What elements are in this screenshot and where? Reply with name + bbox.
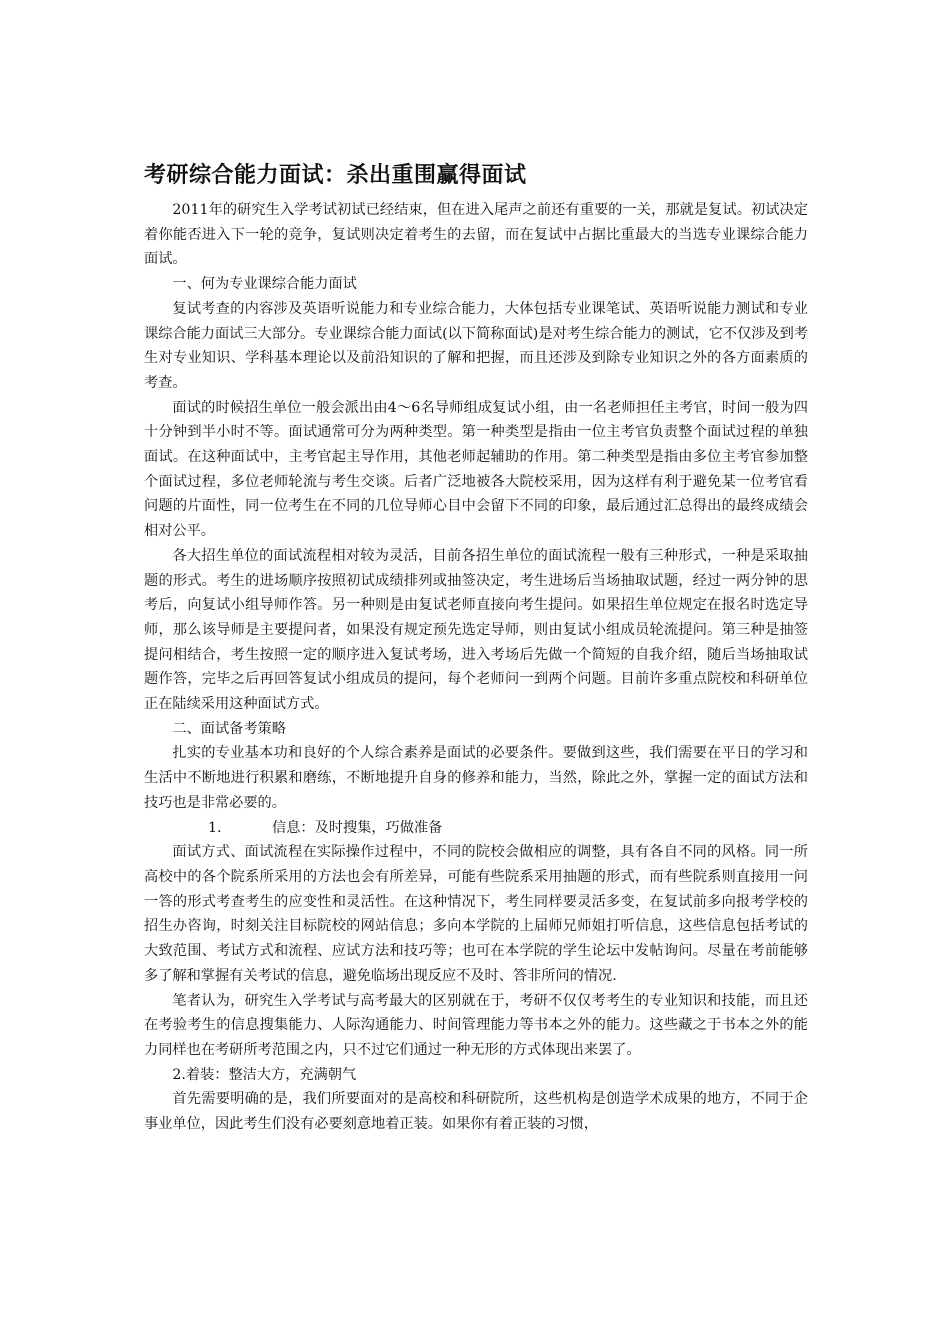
paragraph-retest-content: 复试考查的内容涉及英语听说能力和专业综合能力，大体包括专业课笔试、英语听说能力测试和专业课综合能力面试三大部分。专业课综合能力面试(以下简称面试)是对考生综合能力的测试，它不仅涉及到考生对专业知识、学科基本理论以及前沿知识的了解和把握，而且还涉及到除专业知识之外的各方面素质的考查。	[144, 300, 808, 391]
paragraph-interview-process: 各大招生单位的面试流程相对较为灵活，目前各招生单位的面试流程一般有三种形式，一种是采取抽题的形式。考生的进场顺序按照初试成绩排列或抽签决定，考生进场后当场抽取试题，经过一两分钟的思考后，向复试小组导师作答。另一种则是由复试老师直接向考生提问。如果招生单位规定在报名时选定导师，那么该导师是主要提问者，如果没有规定预先选定导师，则由复试小组成员轮流提问。第三种是抽签提问相结合，考生按照一定的顺序进入复试考场，进入考场后先做一个简短的自我介绍，随后当场抽取试题作答，完毕之后再回答复试小组成员的提问，每个老师问一到两个问题。目前许多重点院校和科研单位正在陆续采用这种面试方式。	[144, 547, 808, 713]
paragraph-interview-types: 面试的时候招生单位一般会派出由4～6名导师组成复试小组，由一名老师担任主考官，时间一般为四十分钟到半小时不等。面试通常可分为两种类型。第一种类型是指由一位主考官负责整个面试过程的单独面试。在这种面试中，主考官起主导作用，其他老师起辅助的作用。第二种类型是指由多位主考官参加整个面试过程，多位老师轮流与考生交谈。后者广泛地被各大院校采用，因为这样有利于避免某一位考官看问题的片面性，同一位考生在不同的几位导师心目中会留下不同的印象，最后通过汇总得出的最终成绩会相对公平。	[144, 399, 808, 540]
paragraph-preparation: 扎实的专业基本功和良好的个人综合素养是面试的必要条件。要做到这些，我们需要在平日的学习和生活中不断地进行积累和磨练，不断地提升自身的修养和能力，当然，除此之外，掌握一定的面试方法和技巧也是非常必要的。	[144, 745, 808, 811]
paragraph-author-view: 笔者认为，研究生入学考试与高考最大的区别就在于，考研不仅仅考考生的专业知识和技能，而且还在考验考生的信息搜集能力、人际沟通能力、时间管理能力等书本之外的能力。这些藏之于书本之外的能力同样也在考研所考范围之内，只不过它们通过一种无形的方式体现出来罢了。	[144, 992, 808, 1058]
paragraph-information: 面试方式、面试流程在实际操作过程中，不同的院校会做相应的调整，具有各自不同的风格。同一所高校中的各个院系所采用的方法也会有所差异，可能有些院系采用抽题的形式，而有些院系则直接用一问一答的形式考查考生的应变性和灵活性。在这种情况下，考生同样要灵活多变，在复试前多向报考学校的招生办咨询，时刻关注目标院校的网站信息；多向本学院的上届师兄师姐打听信息，这些信息包括考试的大致范围、考试方式和流程、应试方法和技巧等；也可在本学院的学生论坛中发帖询问。尽量在考前能够多了解和掌握有关考试的信息，避免临场出现反应不及时、答非所问的情况.	[144, 844, 808, 984]
item-number: 1.	[208, 819, 222, 836]
item-text: 信息：及时搜集，巧做准备	[272, 819, 443, 836]
subheading-attire: 2.着装：整洁大方，充满朝气	[172, 1066, 357, 1083]
paragraph-intro: 2011年的研究生入学考试初试已经结束，但在进入尾声之前还有重要的一关，那就是复试。初试决定着你能否进入下一轮的竞争，复试则决定着考生的去留，而在复试中占据比重最大的当选专业课综合能力面试。	[144, 202, 808, 268]
section-heading-2: 二、面试备考策略	[172, 720, 286, 737]
section-heading-1: 一、何为专业课综合能力面试	[172, 276, 357, 293]
document-body	[144, 158, 808, 1137]
document-title: 考研综合能力面试：杀出重围赢得面试	[144, 163, 527, 188]
numbered-item-1	[144, 816, 808, 841]
paragraph-attire: 首先需要明确的是，我们所要面对的是高校和科研院所，这些机构是创造学术成果的地方，不同于企事业单位，因此考生们没有必要刻意地着正装。如果你有着正装的习惯，	[144, 1091, 808, 1133]
